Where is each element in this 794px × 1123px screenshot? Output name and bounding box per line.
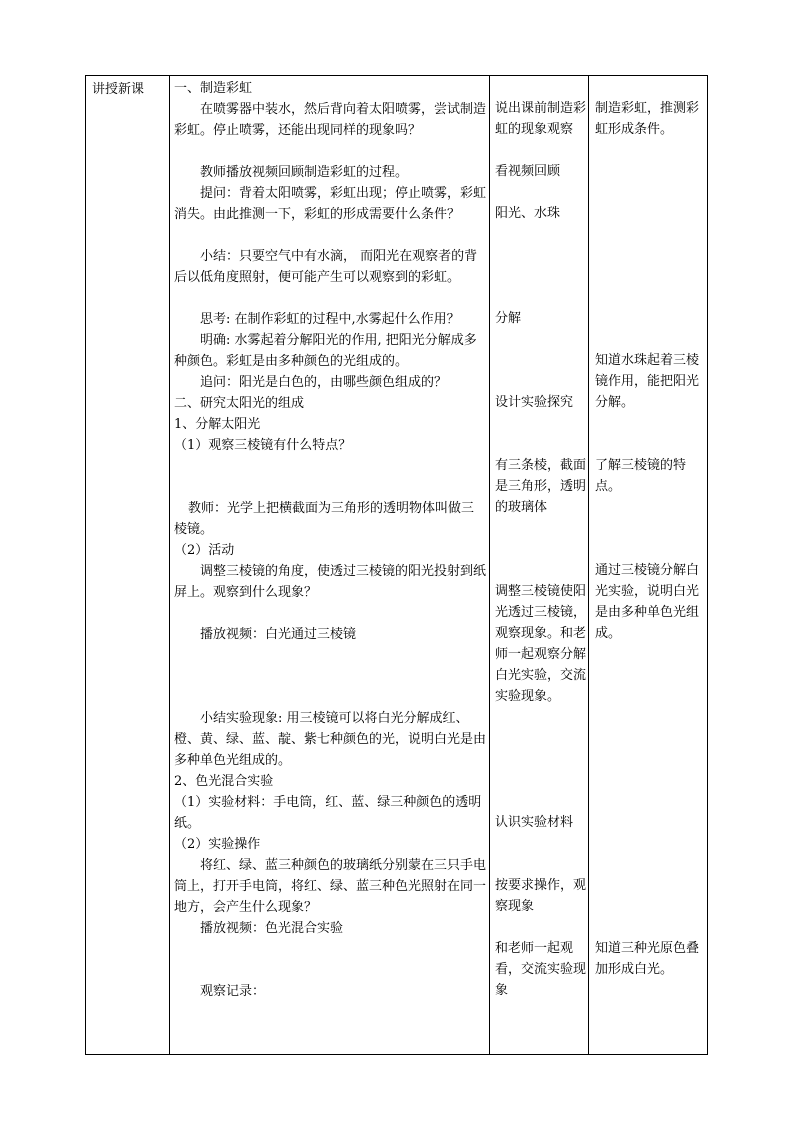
content-paragraph: （1）实验材料：手电筒，红、蓝、绿三种颜色的透明纸。 bbox=[174, 795, 482, 831]
content-paragraph: 提问：背着太阳喷雾，彩虹出现；停止喷雾，彩虹消失。由此推测一下，彩虹的形成需要什么条件？ bbox=[174, 186, 487, 222]
student-activity: 看视频回顾 bbox=[495, 164, 561, 179]
content-paragraph: 思考: 在制作彩虹的过程中,水雾起什么作用？ bbox=[200, 312, 460, 327]
content-paragraph: 追问：阳光是白色的，由哪些颜色组成的？ bbox=[200, 375, 448, 390]
design-intent: 知道水珠起着三棱镜作用，能把阳光分解。 bbox=[595, 353, 700, 410]
content-paragraph: 教师：光学上把横截面为三角形的透明物体叫做三棱镜。 bbox=[174, 501, 475, 537]
column-divider bbox=[588, 76, 589, 1054]
content-paragraph: （1）观察三棱镜有什么特点？ bbox=[174, 438, 352, 453]
design-intent: 通过三棱镜分解白光实验，说明白光是由多种单色光组成。 bbox=[595, 563, 700, 641]
content-paragraph: 小结：只要空气中有水滴， 而阳光在观察者的背后以低角度照射，便可能产生可以观察到的彩虹。 bbox=[174, 249, 478, 285]
student-activity: 说出课前制造彩虹的现象观察 bbox=[495, 101, 587, 137]
content-paragraph: 播放视频：色光混合实验 bbox=[200, 921, 344, 936]
student-activity: 认识实验材料 bbox=[495, 815, 574, 830]
content-paragraph: 明确: 水雾起着分解阳光的作用, 把阳光分解成多种颜色。彩虹是由多种颜色的光组成的。 bbox=[174, 333, 477, 369]
content-heading-1: 一、制造彩虹 bbox=[174, 81, 253, 96]
content-paragraph: （2）活动 bbox=[174, 543, 235, 558]
content-paragraph: 教师播放视频回顾制造彩虹的过程。 bbox=[200, 165, 409, 180]
student-activity: 阳光、水珠 bbox=[495, 206, 561, 221]
lesson-plan-table bbox=[85, 75, 708, 1055]
content-heading-2: 二、研究太阳光的组成 bbox=[174, 396, 305, 411]
content-subheading: 2、色光混合实验 bbox=[174, 774, 274, 789]
content-paragraph: 在喷雾器中装水，然后背向着太阳喷雾，尝试制造彩虹。停止喷雾，还能出现同样的现象吗？ bbox=[174, 102, 487, 138]
content-paragraph: 将红、绿、蓝三种颜色的玻璃纸分别蒙在三只手电筒上，打开手电筒，将红、绿、蓝三种色光照射在同一地方，会产生什么现象？ bbox=[174, 858, 487, 915]
student-activity: 和老师一起观看，交流实验现象 bbox=[495, 941, 587, 998]
content-paragraph: 播放视频：白光通过三棱镜 bbox=[200, 627, 357, 642]
content-subheading: 1、分解太阳光 bbox=[174, 417, 261, 432]
design-intent: 制造彩虹，推测彩虹形成条件。 bbox=[595, 101, 700, 137]
content-paragraph: 观察记录： bbox=[200, 984, 266, 999]
student-activity: 分解 bbox=[495, 311, 522, 326]
design-intent: 了解三棱镜的特点。 bbox=[595, 458, 687, 494]
column-divider bbox=[169, 76, 170, 1054]
student-activity: 按要求操作，观察现象 bbox=[495, 878, 587, 914]
content-paragraph: 调整三棱镜的角度，使透过三棱镜的阳光投射到纸屏上。观察到什么现象？ bbox=[174, 564, 487, 600]
design-intent: 知道三种光原色叠加形成白光。 bbox=[595, 941, 700, 977]
student-activity: 有三条棱，截面是三角形，透明的玻璃体 bbox=[495, 458, 587, 515]
content-paragraph: 小结实验现象: 用三棱镜可以将白光分解成红、橙、黄、绿、蓝、靛、紫七种颜色的光，说明白光是由多种单色光组成的。 bbox=[174, 711, 487, 768]
student-activity: 调整三棱镜使阳光透过三棱镜，观察现象。和老师一起观察分解白光实验，交流实验现象。 bbox=[495, 584, 587, 704]
content-paragraph: （2）实验操作 bbox=[174, 837, 261, 852]
column-divider bbox=[489, 76, 490, 1054]
student-activity: 设计实验探究 bbox=[495, 395, 574, 410]
section-label: 讲授新课 bbox=[92, 82, 145, 97]
